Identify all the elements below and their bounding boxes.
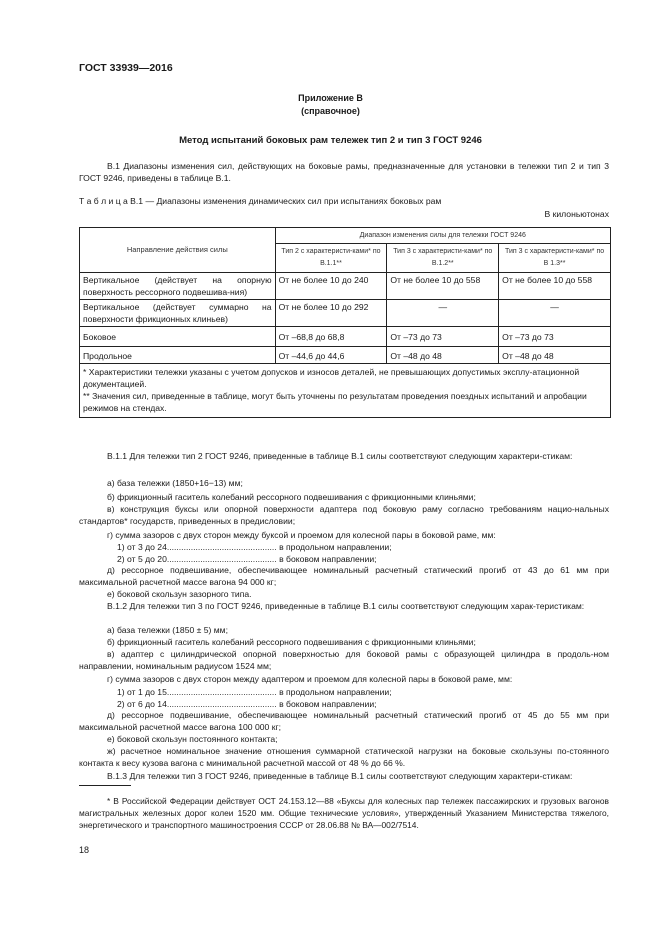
b12-item-g1: 1) от 1 до 15.............................................. в продольном направлении; [117, 687, 392, 697]
b11-item-e: е) боковой скользун зазорного типа. [107, 589, 252, 599]
b11-intro: В.1.1 Для тележки тип 2 ГОСТ 9246, приведенные в таблице В.1 силы соответствуют следующим характери-стикам: [107, 451, 573, 461]
paragraph-b1: В.1 Диапазоны изменения сил, действующих на боковые рамы, предназначенные для установки в тележки тип 2 и тип 3 ГОСТ 9246, приведены в таблице В.1. [79, 161, 609, 183]
cell-t3a: От не более 10 до 558 [387, 273, 499, 300]
b11-item-g2: 2) от 5 до 20.............................................. в боковом направлении; [117, 554, 377, 564]
footnote-divider [79, 785, 131, 786]
b12-item-zh: ж) расчетное номинальное значение отношения суммарной статической нагрузки на боковые скользуны по-стоянного контакта к весу кузова вагона с минимальной расчетной массой от 48 % до 66 %. [79, 746, 609, 768]
b12-item-g2: 2) от 6 до 14.............................................. в боковом направлении; [117, 699, 377, 709]
table-note-2: ** Значения сил, приведенные в таблице, могут быть уточнены по результатам проведения поездных испытаний и апробации режимов на стендах. [83, 391, 587, 413]
cell-t2: От –44,6 до 44,6 [275, 347, 387, 364]
cell-t3b: От –73 до 73 [499, 327, 611, 347]
table-row [80, 300, 611, 327]
b11-item-a: а) база тележки (1850+16−13) мм; [107, 478, 243, 488]
header-type3b: Тип 3 с характеристи-ками* по В 1.3** [499, 244, 611, 273]
cell-direction: Вертикальное (действует на опорную поверхность рессорного подвешива-ния) [80, 273, 276, 300]
table-note-1: * Характеристики тележки указаны с учетом допусков и износов деталей, не превышающих допустимых эксплу-атационной документацией. [83, 367, 580, 389]
appendix-heading [0, 92, 661, 118]
cell-t3b: — [499, 300, 611, 327]
header-direction: Направление действия силы [80, 228, 276, 273]
cell-direction: Боковое [80, 327, 276, 347]
cell-direction: Продольное [80, 347, 276, 364]
table-row [80, 347, 611, 364]
header-type3a: Тип 3 с характеристи-ками* по В.1.2** [387, 244, 499, 273]
cell-direction: Вертикальное (действует суммарно на поверхности фрикционных клиньев) [80, 300, 276, 327]
cell-t2: От не более 10 до 292 [275, 300, 387, 327]
b11-item-v: в) конструкция буксы или опорной поверхности адаптера под боковую раму согласно требованиям нацио-нальных стандартов* государств, приведенных в предисловии; [79, 504, 609, 526]
b11-item-g: г) сумма зазоров с двух сторон между буксой и проемом для колесной пары в боковой раме, мм: [107, 530, 496, 540]
b12-item-a: а) база тележки (1850 ± 5) мм; [107, 625, 228, 635]
content-title: Метод испытаний боковых рам тележек тип 2 и тип 3 ГОСТ 9246 [179, 135, 482, 146]
cell-t3a: От –48 до 48 [387, 347, 499, 364]
b11-item-d: д) рессорное подвешивание, обеспечивающее номинальный расчетный статический прогиб от 43 до 61 мм при максимальной расчетной массе вагона 94 000 кг; [79, 565, 609, 587]
page-number: 18 [79, 845, 90, 855]
b11-item-b: б) фрикционный гаситель колебаний рессорного подвешивания с фрикционными клиньями; [107, 492, 476, 502]
cell-t3b: От не более 10 до 558 [499, 273, 611, 300]
appendix-subtitle: (справочное) [301, 106, 360, 116]
header-range: Диапазон изменения силы для тележки ГОСТ 9246 [275, 228, 610, 244]
table-units: В килоньютонах [544, 209, 609, 219]
b13-intro: В.1.3 Для тележки тип 3 ГОСТ 9246, приведенные в таблице В.1 силы соответствуют следующим характери-стикам: [107, 771, 573, 781]
b12-item-b: б) фрикционный гаситель колебаний рессорного подвешивания с фрикционными клиньями; [107, 637, 476, 647]
b12-item-v: в) адаптер с цилиндрической опорной поверхностью для боковой рамы с образующей цилиндра в продоль-ном направлении, номинальным радиусом 1524 мм; [79, 649, 609, 671]
header-type2: Тип 2 с характеристи-ками* по В.1.1** [275, 244, 387, 273]
b12-item-g: г) сумма зазоров с двух сторон между адаптером и проемом для колесной пары в боковой раме, мм: [107, 674, 513, 684]
table-caption: Т а б л и ц а В.1 — Диапазоны изменения динамических сил при испытаниях боковых рам [79, 196, 442, 206]
cell-t2: От –68,8 до 68,8 [275, 327, 387, 347]
table-row [80, 273, 611, 300]
b12-item-d: д) рессорное подвешивание, обеспечивающее номинальный расчетный статический прогиб от 45 до 55 мм при максимальной расчетной массе вагона 100 000 кг; [79, 710, 609, 732]
footnote: * В Российской Федерации действует ОСТ 24.153.12—88 «Буксы для колесных пар тележек пассажирских и грузовых вагонов магистральных железных дорог колеи 1520 мм. Общие технические условия», утвержденный Указанием Министерства тяжелого, энергетического и транспортного машиностроения СССР от 28.06.88 № ВА—002/7514. [79, 796, 609, 830]
cell-t3a: От –73 до 73 [387, 327, 499, 347]
b12-intro: В.1.2 Для тележки тип 3 по ГОСТ 9246, приведенные в таблице В.1 силы соответствуют следующим харак-теристикам: [107, 601, 585, 611]
forces-table [79, 227, 611, 418]
b11-item-g1: 1) от 3 до 24.............................................. в продольном направлении; [117, 542, 392, 552]
appendix-title: Приложение В [298, 93, 363, 103]
cell-t3a: — [387, 300, 499, 327]
document-code: ГОСТ 33939—2016 [79, 62, 173, 74]
table-row [80, 327, 611, 347]
cell-t3b: От –48 до 48 [499, 347, 611, 364]
b12-item-e: е) боковой скользун постоянного контакта; [107, 734, 278, 744]
cell-t2: От не более 10 до 240 [275, 273, 387, 300]
table-notes [80, 364, 611, 418]
